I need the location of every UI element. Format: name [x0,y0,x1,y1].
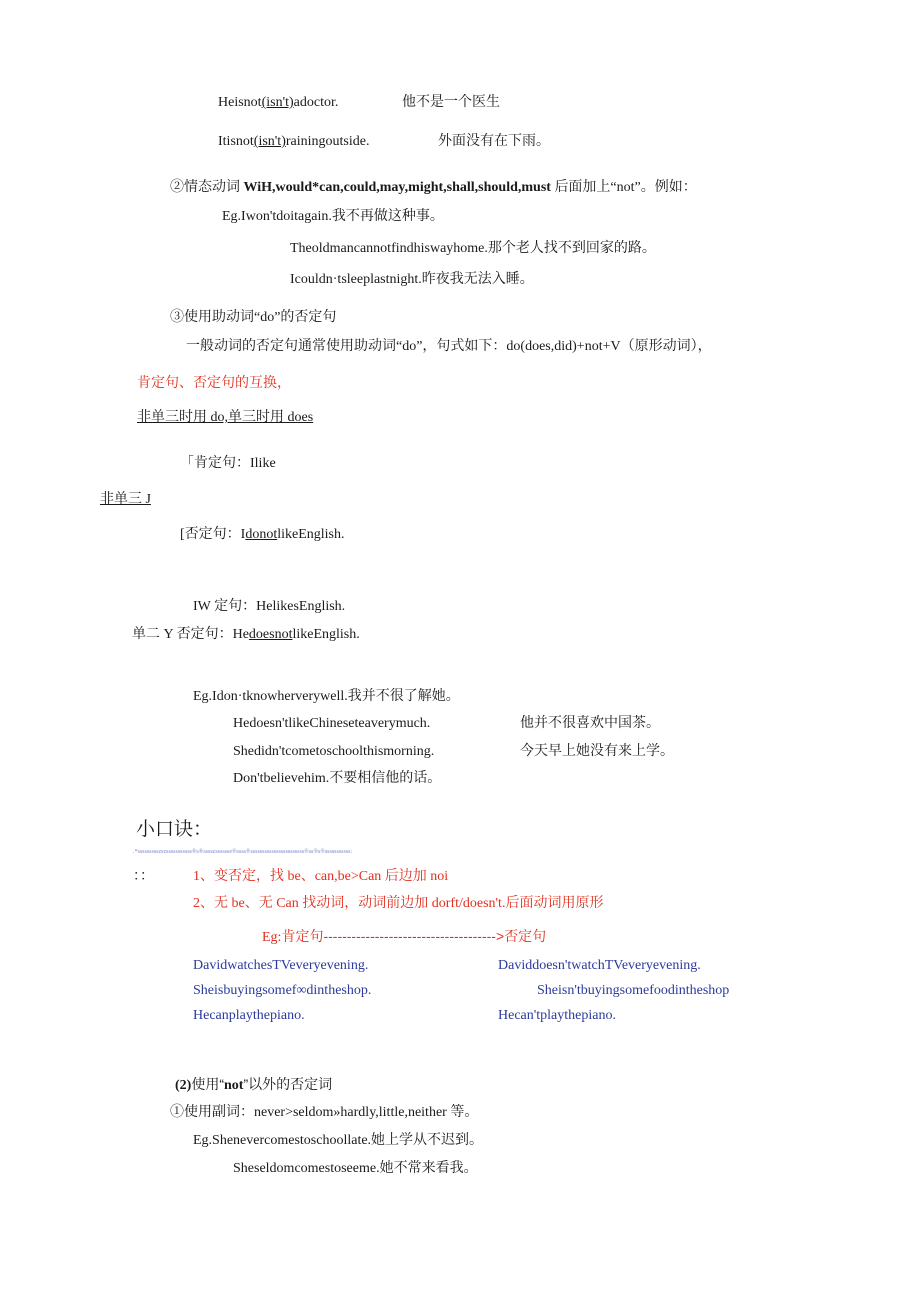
negative-third [132,626,360,644]
text: [否定句：I [180,527,246,542]
example-dont-believe: Don'tbelievehim.不要相信他的话。 [233,771,442,786]
example-dont-know: Eg.Idon·tknowherverywell.我并不很了解她。 [193,689,460,704]
negative-non-third [180,526,345,544]
section-number: (2) [175,1078,192,1093]
mnemonic-rule-1: 1、变否定，找 be、can,be>Can 后边加 noi [193,869,449,884]
mnemonic-colon: ：： [133,869,154,884]
example-wont: Eg.Iwon'tdoitagain.我不再做这种事。 [222,209,444,224]
non-third-person-label: 非单三 J [100,492,151,507]
do-does-rule: 非单三时用 do,单三时用 does [137,410,314,425]
line-it-is-not-cn: 外面没有在下雨。 [438,134,550,149]
text: ②情态动词 [170,180,244,195]
pair-he-negative: Hecan'tplaythepiano. [498,1008,616,1023]
example-didnt-come: Shedidn'tcometoschoolthismorning. [233,744,435,759]
eg-label: Eg: [262,930,282,945]
section-other-negatives [175,1075,332,1095]
example-doesnt-like-cn: 他并不很喜欢中国茶。 [520,716,660,731]
text: Heisnot [218,95,262,110]
bold-text: not [224,1078,244,1093]
adverbs-rule: ①使用副词：never>seldom»hardly,little,neither 等。 [170,1105,479,1120]
underlined-text: doesnot [248,627,293,642]
text: 后面加上“not”。例如： [550,180,697,195]
bold-text: WiH,would*can,could,may,might,shall,should,must [243,180,551,195]
pair-she-negative: Sheisn'tbuyingsomefoodintheshop [537,983,730,998]
example-didnt-come-cn: 今天早上她没有来上学。 [520,744,674,759]
text: likeEnglish. [277,527,345,542]
example-seldom: Sheseldomcomestoseeme.她不常来看我。 [233,1161,478,1176]
dotted-divider: .*ssssssssszszsssssssssss®s®sssszsssssse®ssss®sssssssssssssssssssssss®ss®s®sssssssssss: [133,849,353,855]
underlined-text: donot [245,527,278,542]
swap-heading: 肯定句、否定句的互换， [137,374,291,390]
pair-david-negative: Daviddoesn'twatchTVeveryevening. [498,958,701,973]
underlined-text: (isn't) [261,95,294,110]
text: likeEnglish. [292,627,360,642]
line-he-is-not-cn: 他不是一个医生 [402,95,500,110]
mnemonic-heading: 小口诀： [136,819,213,840]
swap-arrow-line [262,927,546,947]
example-couldnt: Icouldn·tsleeplastnight.昨夜我无法入睡。 [290,272,534,287]
example-never: Eg.Shenevercomestoschoollate.她上学从不迟到。 [193,1133,484,1148]
pair-he-affirmative: Hecanplaythepiano. [193,1008,305,1023]
underlined-text: (isn't) [253,134,286,149]
affirmative-third: IW 定句：HelikesEnglish. [193,599,346,614]
example-cannot: Theoldmancannotfindhiswayhome.那个老人找不到回家的路。 [290,241,656,256]
example-doesnt-like: Hedoesn'tlikeChineseteaverymuch. [233,716,431,731]
mnemonic-rule-2: 2、无 be、无 Can 找动词，动词前边加 dorft/doesn't.后面动词用原形 [193,896,604,911]
pair-david-affirmative: DavidwatchesTVeveryevening. [193,958,369,973]
arrow-text: 肯定句------------------------------------->否定句 [281,928,547,944]
text: 使用“ [191,1076,224,1092]
text: 单二 Y 否定句：He [132,627,249,642]
do-negative-heading: ③使用助动词“do”的否定句 [170,310,337,325]
text: Itisnot [218,134,254,149]
modal-verbs-rule [170,179,697,197]
line-it-is-not [218,133,369,151]
do-negative-rule: 一般动词的否定句通常使用助动词“do”，句式如下：do(does,did)+not+V（原形动词）， [186,339,712,354]
pair-she-affirmative: Sheisbuyingsomef∞dintheshop. [193,983,372,998]
line-he-is-not [218,94,338,112]
text: ”以外的否定词 [243,1076,333,1092]
text: rainingoutside. [285,134,370,149]
text: adoctor. [293,95,339,110]
affirmative-non-third: 「肯定句：Ilike [180,456,276,471]
